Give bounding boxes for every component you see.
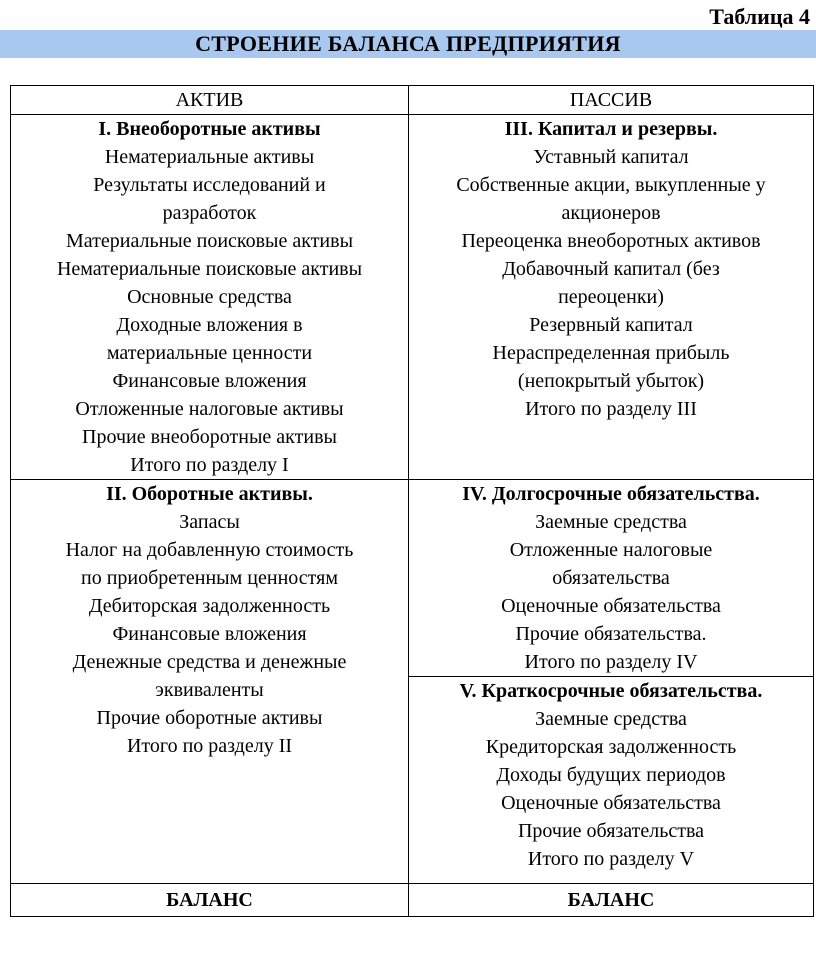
section-2-items [15, 508, 404, 760]
table-line: Материальные поисковые активы [65, 230, 354, 252]
section-5-cell [409, 677, 814, 884]
section-2-cell [11, 480, 409, 884]
table-line: материальные ценности [106, 342, 313, 364]
table-line: Итого по разделу V [527, 848, 695, 870]
table-line: Собственные акции, выкупленные у [456, 174, 766, 196]
table-line: Финансовые вложения [112, 623, 307, 645]
table-line: Доходы будущих периодов [496, 764, 726, 786]
table-line: Доходные вложения в [116, 314, 303, 336]
table-line: Оценочные обязательства [501, 792, 721, 814]
table-line: Итого по разделу III [525, 398, 697, 420]
table-line: Нематериальные активы [104, 146, 315, 168]
table-line: Уставный капитал [533, 146, 689, 168]
table-line: Денежные средства и денежные [72, 651, 347, 673]
table-line: (непокрытый убыток) [517, 370, 705, 392]
table-line: Итого по разделу II [126, 735, 293, 757]
section-1-items [15, 143, 404, 479]
section-1-cell [11, 115, 409, 480]
table-line: Отложенные налоговые [509, 539, 713, 561]
page-title: СТРОЕНИЕ БАЛАНСА ПРЕДПРИЯТИЯ [195, 31, 621, 56]
table-line: обязательства [552, 567, 670, 589]
table-line: Нераспределенная прибыль [492, 342, 730, 364]
table-line: Переоценка внеоборотных активов [461, 230, 761, 252]
table-line: Добавочный капитал (без [502, 258, 720, 280]
table-line: Налог на добавленную стоимость [65, 539, 354, 561]
balance-assets: БАЛАНС [11, 884, 409, 917]
table-line: Заемные средства [535, 511, 687, 533]
section-3-cell [409, 115, 814, 480]
section-3-items [413, 143, 809, 423]
section-4-items [413, 508, 809, 676]
table-line: Отложенные налоговые активы [75, 398, 344, 420]
table-line: разработок [162, 202, 257, 224]
section-1-heading: I. Внеоборотные активы [98, 118, 321, 140]
section-4-heading: IV. Долгосрочные обязательства. [462, 483, 760, 505]
table-line: Оценочные обязательства [501, 595, 721, 617]
table-line: Нематериальные поисковые активы [56, 258, 363, 280]
table-line: Итого по разделу I [130, 454, 289, 476]
table-line: Запасы [179, 511, 240, 533]
header-assets: АКТИВ [11, 86, 409, 115]
table-line: Резервный капитал [529, 314, 693, 336]
section-3-heading: III. Капитал и резервы. [504, 118, 718, 140]
balance-table [10, 85, 814, 917]
table-line: Основные средства [127, 286, 292, 308]
table-line: Прочие обязательства [517, 820, 705, 842]
table-line: Кредиторская задолженность [485, 736, 737, 758]
header-liabilities: ПАССИВ [409, 86, 814, 115]
table-line: Заемные средства [535, 708, 687, 730]
balance-liabilities: БАЛАНС [409, 884, 814, 917]
table-line: Прочие обязательства. [515, 623, 707, 645]
table-number: Таблица 4 [709, 4, 810, 29]
table-line: Финансовые вложения [112, 370, 307, 392]
table-line: Дебиторская задолженность [88, 595, 331, 617]
table-line: акционеров [561, 202, 661, 224]
section-5-heading: V. Краткосрочные обязательства. [459, 680, 763, 702]
table-line: Прочие оборотные активы [96, 707, 323, 729]
section-5-items [413, 705, 809, 873]
table-line: переоценки) [558, 286, 664, 308]
table-line: эквиваленты [155, 679, 264, 701]
section-2-heading: II. Оборотные активы. [106, 483, 313, 505]
section-4-cell [409, 480, 814, 677]
table-line: Результаты исследований и [93, 174, 326, 196]
table-line: по приобретенным ценностям [81, 567, 338, 589]
table-line: Итого по разделу IV [524, 651, 698, 673]
table-line: Прочие внеоборотные активы [82, 426, 337, 448]
